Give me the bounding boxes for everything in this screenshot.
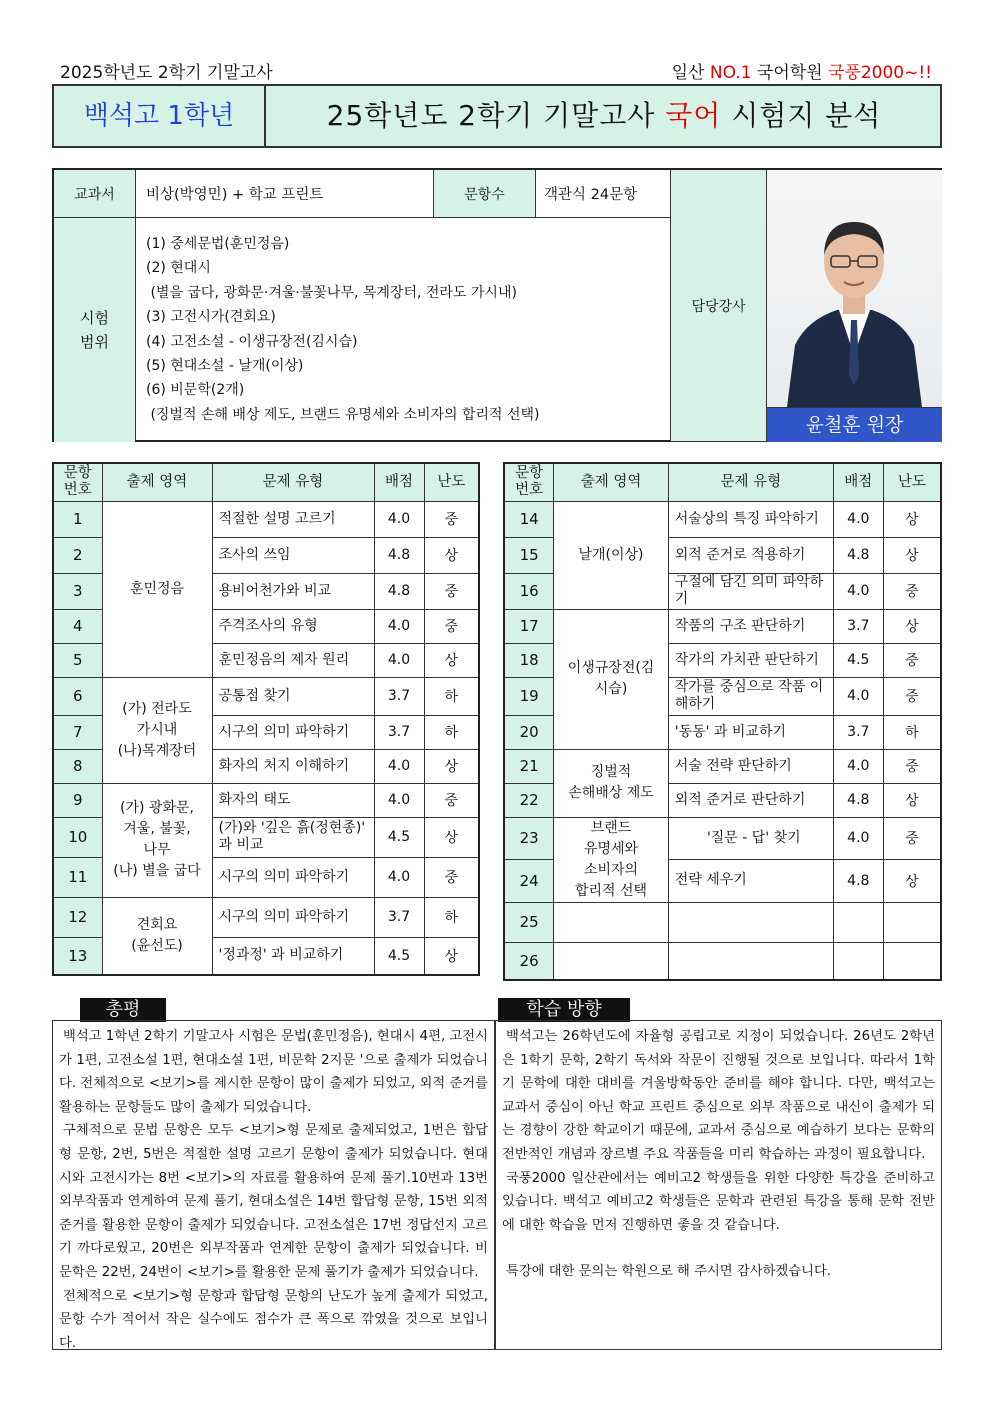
textbook-value: 비상(박영민) + 학교 프린트 <box>136 170 434 218</box>
review-paragraph: 백석고 1학년 2학기 기말고사 시험은 문법(훈민정음), 현대시 4편, 고전시가 1편, 고전소설 1편, 현대소설 1편, 비문학 2지문 '으로 출제가 되었습니다. 전체적으로 <보기>를 제시한 문항이 많이 출제가 되었고, 외적 준거를 활용하는 문항들도 많이 출제가 되었습니다. <box>59 1029 488 1115</box>
range-line: (5) 현대소설 - 날개(이상) <box>146 358 304 375</box>
area-cell: 훈민정음 <box>102 501 212 677</box>
question-table-left <box>52 462 480 976</box>
table-row: 26 <box>504 942 941 980</box>
table-row: 5 훈민정음의 제자 원리 4.0 상 <box>53 643 479 677</box>
header-score: 배점 <box>374 463 424 501</box>
area-cell: 징벌적 손해배상 제도 <box>554 749 668 817</box>
table-row: 16 구절에 담긴 의미 파악하기 4.0 중 <box>504 573 941 609</box>
header-score: 배점 <box>833 463 883 501</box>
table-row: 6 (가) 전라도 가시내 (나)목계장터 공통점 찾기 3.7 하 <box>53 677 479 715</box>
range-line: (4) 고전소설 - 이생규장전(김시습) <box>146 333 358 350</box>
review-paragraph: 전체적으로 <보기>형 문항과 합답형 문항의 난도가 높게 출제가 되었고, 문항 수가 적어서 작은 실수에도 점수가 큰 폭으로 깎였을 것으로 보입니다. <box>59 1288 488 1351</box>
header-diff: 난도 <box>424 463 479 501</box>
area-cell: (가) 전라도 가시내 (나)목계장터 <box>102 677 212 783</box>
range-line: (3) 고전시가(견회요) <box>146 309 276 326</box>
table-row: 4 주격조사의 유형 4.0 중 <box>53 609 479 643</box>
page-title: 25학년도 2학기 기말고사 국어 시험지 분석 <box>326 99 882 132</box>
academy-slogan: 일산 NO.1 국어학원 국풍2000~!! <box>671 63 932 83</box>
page-header <box>56 56 936 84</box>
table-row: 23 브랜드 유명세와 소비자의 합리적 선택 '질문 - 답' 찾기 4.0 중 <box>504 817 941 860</box>
range-line: (1) 중세문법(훈민정음) <box>146 236 290 252</box>
teacher-portrait-icon <box>767 170 942 407</box>
table-row: 13 '정과정' 과 비교하기 4.5 상 <box>53 937 479 975</box>
table-row: 25 <box>504 902 941 942</box>
title-bar <box>52 84 942 148</box>
study-paragraph: 국풍2000 일산관에서는 예비고2 학생들을 위한 다양한 특강을 준비하고 있습니다. 백석고 예비고2 학생들은 문학과 관련된 특강을 통해 문학 전반에 대한 학습을 먼저 진행하면 좋을 것 같습니다. <box>502 1170 935 1233</box>
header-diff: 난도 <box>883 463 941 501</box>
table-row: 20 '동동' 과 비교하기 3.7 하 <box>504 715 941 749</box>
study-label: 학습 방향 <box>498 998 630 1022</box>
area-cell: 견회요 (윤선도) <box>102 897 212 975</box>
header-area: 출제 영역 <box>102 463 212 501</box>
review-paragraph: 구체적으로 문법 문항은 모두 <보기>형 문제로 출제되었고, 1번은 합답형 문항, 2번, 5번은 적절한 설명 고르기 문항이 출제가 되었습니다. 현대시와 고전시가는 8번 <보기>의 자료를 활용하여 문제 풀기.10번과 13번 외부작품과 연계하여 문제 풀기, 현대소설은 14번 합답형 문항, 15번 외적 준거를 활용한 문항이 출제가 되었습니다. 고전소설은 17번 정답선지 고르기 까다로웠고, 20번은 외부작품과 연계한 문항이 출제가 되었습니다. 비문학은 22번, 24번이 <보기>를 활용한 문제 풀기가 출제가 되었습니다. <box>59 1123 488 1280</box>
table-row: 2 조사의 쓰임 4.8 상 <box>53 537 479 573</box>
teacher-photo <box>767 170 942 407</box>
exam-info-box <box>52 168 942 442</box>
table-row: 8 화자의 처지 이해하기 4.0 상 <box>53 749 479 783</box>
range-line: (2) 현대시 <box>146 260 211 277</box>
range-list <box>136 218 671 442</box>
range-line: (징벌적 손해 배상 제도, 브랜드 유명세와 소비자의 합리적 선택) <box>146 406 540 423</box>
table-row: 18 작가의 가치관 판단하기 4.5 중 <box>504 643 941 677</box>
range-line: (6) 비문학(2개) <box>146 382 245 399</box>
header-area: 출제 영역 <box>554 463 668 501</box>
table-row: 3 용비어천가와 비교 4.8 중 <box>53 573 479 609</box>
table-row: 9 (가) 광화문, 겨울, 불꽃, 나무 (나) 별을 굽다 화자의 태도 4.0 중 <box>53 783 479 817</box>
header-num: 문항 번호 <box>504 463 554 501</box>
question-table-right <box>503 462 942 981</box>
table-row: 22 외적 준거로 판단하기 4.8 상 <box>504 783 941 817</box>
table-row: 21 징벌적 손해배상 제도 서술 전략 판단하기 4.0 중 <box>504 749 941 783</box>
teacher-name: 윤철훈 원장 <box>767 407 942 442</box>
area-cell: 이생규장전(김 시습) <box>554 609 668 749</box>
table-row: 19 작가를 중심으로 작품 이해하기 4.0 중 <box>504 677 941 715</box>
teacher-label: 담당강사 <box>671 170 767 442</box>
table-row: 12 견회요 (윤선도) 시구의 의미 파악하기 3.7 하 <box>53 897 479 937</box>
table-row: 11 시구의 의미 파악하기 4.0 중 <box>53 857 479 897</box>
area-cell: 날개(이상) <box>554 501 668 609</box>
review-box <box>52 1020 495 1350</box>
textbook-label: 교과서 <box>54 170 136 218</box>
table-row: 17 이생규장전(김 시습) 작품의 구조 판단하기 3.7 상 <box>504 609 941 643</box>
count-label: 문항수 <box>434 170 536 218</box>
study-paragraph: 백석고는 26학년도에 자율형 공립고로 지정이 되었습니다. 26년도 2학년은 1학기 문학, 2학기 독서와 작문이 진행될 것으로 보입니다. 따라서 1학기 문학에 대한 대비를 겨울방학동안 준비를 해야 합니다. 다만, 백석고는 교과서 중심이 아닌 학교 프린트 중심으로 외부 작품으로 내신이 출제가 되는 경향이 강한 학교이기 때문에, 교과서 중심으로 예습하기 보다는 문학의 전반적인 개념과 장르별 주요 작품들을 미리 학습하는 과정이 필요합니다. <box>502 1029 935 1162</box>
header-type: 문제 유형 <box>212 463 374 501</box>
table-row: 14 날개(이상) 서술상의 특징 파악하기 4.0 상 <box>504 501 941 537</box>
area-cell: (가) 광화문, 겨울, 불꽃, 나무 (나) 별을 굽다 <box>102 783 212 897</box>
header-type: 문제 유형 <box>668 463 833 501</box>
range-line: (별을 굽다, 광화문·겨울·불꽃나무, 목계장터, 전라도 가시내) <box>146 284 517 301</box>
range-label: 시험 범위 <box>54 218 136 442</box>
table-row: 7 시구의 의미 파악하기 3.7 하 <box>53 715 479 749</box>
table-row: 1 훈민정음 적절한 설명 고르기 4.0 중 <box>53 501 479 537</box>
area-cell: 브랜드 유명세와 소비자의 합리적 선택 <box>554 817 668 902</box>
school-grade: 백석고 1학년 <box>54 86 266 146</box>
table-row: 15 외적 준거로 적용하기 4.8 상 <box>504 537 941 573</box>
exam-period: 2025학년도 2학기 기말고사 <box>60 63 273 83</box>
review-label: 총평 <box>80 998 166 1022</box>
table-row: 24 전략 세우기 4.8 상 <box>504 860 941 903</box>
study-box <box>495 1020 942 1350</box>
count-value: 객관식 24문항 <box>536 170 671 218</box>
header-num: 문항 번호 <box>53 463 102 501</box>
study-paragraph: 특강에 대한 문의는 학원으로 해 주시면 감사하겠습니다. <box>506 1264 832 1280</box>
table-row: 10 (가)와 '깊은 흙(정현종)' 과 비교 4.5 상 <box>53 817 479 857</box>
